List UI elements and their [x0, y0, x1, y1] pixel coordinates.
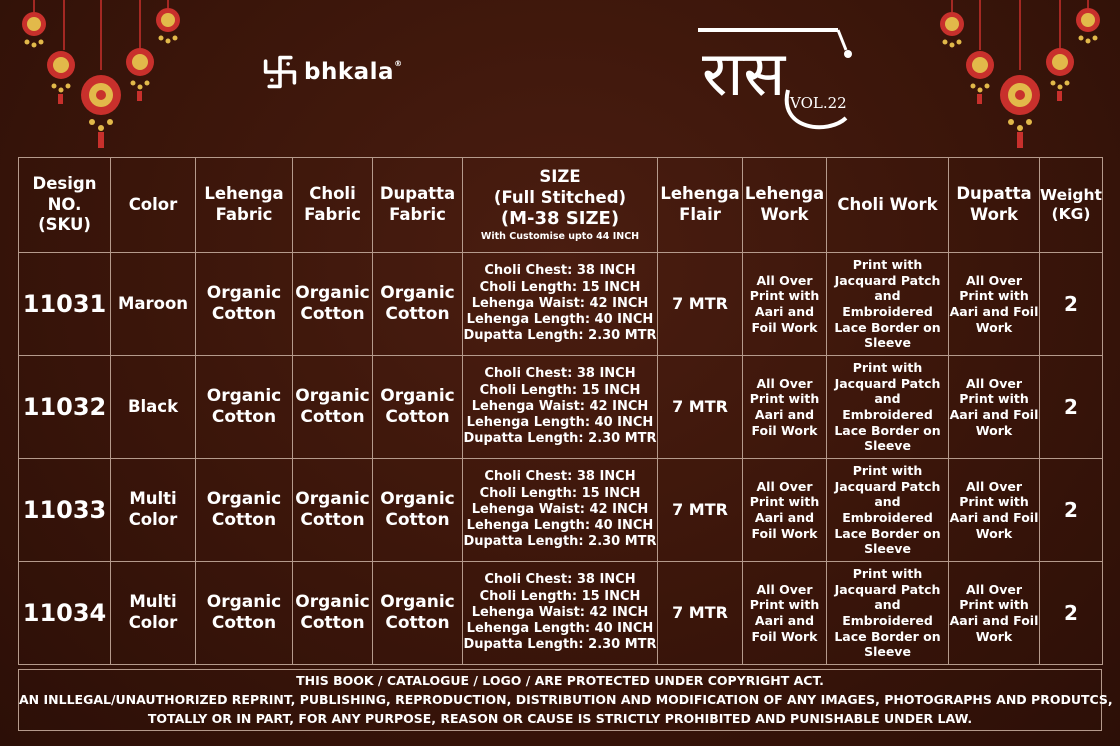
- lehenga-work-cell: All Over Print with Aari and Foil Work: [743, 356, 827, 459]
- size-line: Lehenga Waist: 42 INCH: [471, 604, 649, 620]
- dupatta-work-cell: All Over Print with Aari and Foil Work: [949, 356, 1040, 459]
- brand-name: bhkala®: [304, 59, 403, 85]
- choli-work-cell: Print with Jacquard Patch and Embroidered Lace Border on Sleeve: [827, 253, 949, 356]
- size-cell: [463, 356, 658, 459]
- hanging-ornament-right-icon: [932, 0, 1107, 155]
- color-cell: Maroon: [111, 253, 196, 356]
- size-line: Choli Chest: 38 INCH: [484, 469, 636, 485]
- size-line: Lehenga Length: 40 INCH: [466, 518, 654, 534]
- color-cell: Multi Color: [111, 562, 196, 665]
- volume-label: VOL.22: [790, 94, 847, 112]
- size-line: Choli Chest: 38 INCH: [484, 572, 636, 588]
- dupatta-work-cell: All Over Print with Aari and Foil Work: [949, 459, 1040, 562]
- lehenga-fabric-cell: Organic Cotton: [196, 253, 293, 356]
- size-line: Lehenga Length: 40 INCH: [466, 621, 654, 637]
- table-row: [19, 562, 1103, 665]
- header-lehenga-flair: Lehenga Flair: [658, 158, 743, 253]
- swastika-mark-icon: [262, 52, 298, 92]
- color-cell: Black: [111, 356, 196, 459]
- sku-cell: 11033: [19, 459, 111, 562]
- dupatta-fabric-cell: Organic Cotton: [373, 562, 463, 665]
- size-note: With Customise upto 44 INCH: [480, 230, 640, 242]
- title-logo: [688, 10, 858, 140]
- size-cell: [463, 459, 658, 562]
- brand-logo: [262, 52, 403, 92]
- lehenga-work-cell: All Over Print with Aari and Foil Work: [743, 459, 827, 562]
- size-title: SIZE: [539, 167, 581, 187]
- size-line: Choli Chest: 38 INCH: [484, 263, 636, 279]
- weight-cell: 2: [1040, 356, 1103, 459]
- header: [0, 0, 1120, 155]
- sku-cell: 11034: [19, 562, 111, 665]
- lehenga-fabric-cell: Organic Cotton: [196, 562, 293, 665]
- flair-cell: 7 MTR: [658, 253, 743, 356]
- choli-fabric-cell: Organic Cotton: [293, 562, 373, 665]
- header-weight: Weight (KG): [1040, 158, 1103, 253]
- table-row: [19, 459, 1103, 562]
- size-line: Lehenga Waist: 42 INCH: [471, 501, 649, 517]
- size-line: Choli Length: 15 INCH: [479, 588, 641, 604]
- table-row: [19, 356, 1103, 459]
- spec-table: [18, 157, 1103, 665]
- flair-cell: 7 MTR: [658, 562, 743, 665]
- size-line: Dupatta Length: 2.30 MTR: [463, 534, 657, 550]
- header-lehenga-fabric: Lehenga Fabric: [196, 158, 293, 253]
- flair-cell: 7 MTR: [658, 356, 743, 459]
- table-header-row: [19, 158, 1103, 253]
- size-line: Lehenga Waist: 42 INCH: [471, 295, 649, 311]
- header-choli-work: Choli Work: [827, 158, 949, 253]
- size-sub: (Full Stitched): [493, 187, 627, 207]
- table-row: [19, 253, 1103, 356]
- size-line: Lehenga Length: 40 INCH: [466, 312, 654, 328]
- header-color: Color: [111, 158, 196, 253]
- copyright-line-1: THIS BOOK / CATALOGUE / LOGO / ARE PROTECTED UNDER COPYRIGHT ACT.: [296, 673, 824, 688]
- size-line: Dupatta Length: 2.30 MTR: [463, 637, 657, 653]
- lehenga-work-cell: All Over Print with Aari and Foil Work: [743, 253, 827, 356]
- choli-work-cell: Print with Jacquard Patch and Embroidered Lace Border on Sleeve: [827, 562, 949, 665]
- size-line: Choli Length: 15 INCH: [479, 382, 641, 398]
- copyright-line-3: TOTALLY OR IN PART, FOR ANY PURPOSE, REASON OR CAUSE IS STRICTLY PROHIBITED AND PUNISHABLE UNDER LAW.: [147, 711, 973, 726]
- header-dupatta-fabric: Dupatta Fabric: [373, 158, 463, 253]
- choli-fabric-cell: Organic Cotton: [293, 253, 373, 356]
- size-main: (M-38 SIZE): [500, 208, 620, 230]
- header-lehenga-work: Lehenga Work: [743, 158, 827, 253]
- dupatta-work-cell: All Over Print with Aari and Foil Work: [949, 562, 1040, 665]
- hanging-ornament-left-icon: [14, 0, 189, 155]
- choli-work-cell: Print with Jacquard Patch and Embroidered Lace Border on Sleeve: [827, 356, 949, 459]
- sku-cell: 11032: [19, 356, 111, 459]
- size-line: Choli Length: 15 INCH: [479, 279, 641, 295]
- size-line: Lehenga Length: 40 INCH: [466, 415, 654, 431]
- size-cell: [463, 562, 658, 665]
- choli-fabric-cell: Organic Cotton: [293, 356, 373, 459]
- size-line: Lehenga Waist: 42 INCH: [471, 398, 649, 414]
- weight-cell: 2: [1040, 459, 1103, 562]
- dupatta-fabric-cell: Organic Cotton: [373, 459, 463, 562]
- header-choli-fabric: Choli Fabric: [293, 158, 373, 253]
- copyright-line-2: AN INLLEGAL/UNAUTHORIZED REPRINT, PUBLISHING, REPRODUCTION, DISTRIBUTION AND MODIFICATION OF ANY IMAGES, PHOTOGRAPHS AND PRODUTCS,: [19, 692, 1113, 707]
- copyright-notice: [18, 669, 1113, 731]
- lehenga-work-cell: All Over Print with Aari and Foil Work: [743, 562, 827, 665]
- title-script: रास: [702, 37, 786, 110]
- size-line: Choli Length: 15 INCH: [479, 485, 641, 501]
- dupatta-work-cell: All Over Print with Aari and Foil Work: [949, 253, 1040, 356]
- header-size: [463, 158, 658, 253]
- weight-cell: 2: [1040, 562, 1103, 665]
- header-dupatta-work: Dupatta Work: [949, 158, 1040, 253]
- color-cell: Multi Color: [111, 459, 196, 562]
- dupatta-fabric-cell: Organic Cotton: [373, 253, 463, 356]
- size-line: Choli Chest: 38 INCH: [484, 366, 636, 382]
- lehenga-fabric-cell: Organic Cotton: [196, 356, 293, 459]
- lehenga-fabric-cell: Organic Cotton: [196, 459, 293, 562]
- weight-cell: 2: [1040, 253, 1103, 356]
- size-line: Dupatta Length: 2.30 MTR: [463, 328, 657, 344]
- size-line: Dupatta Length: 2.30 MTR: [463, 431, 657, 447]
- sku-cell: 11031: [19, 253, 111, 356]
- dupatta-fabric-cell: Organic Cotton: [373, 356, 463, 459]
- choli-fabric-cell: Organic Cotton: [293, 459, 373, 562]
- header-design: Design NO. (SKU): [19, 158, 111, 253]
- flair-cell: 7 MTR: [658, 459, 743, 562]
- choli-work-cell: Print with Jacquard Patch and Embroidered Lace Border on Sleeve: [827, 459, 949, 562]
- size-cell: [463, 253, 658, 356]
